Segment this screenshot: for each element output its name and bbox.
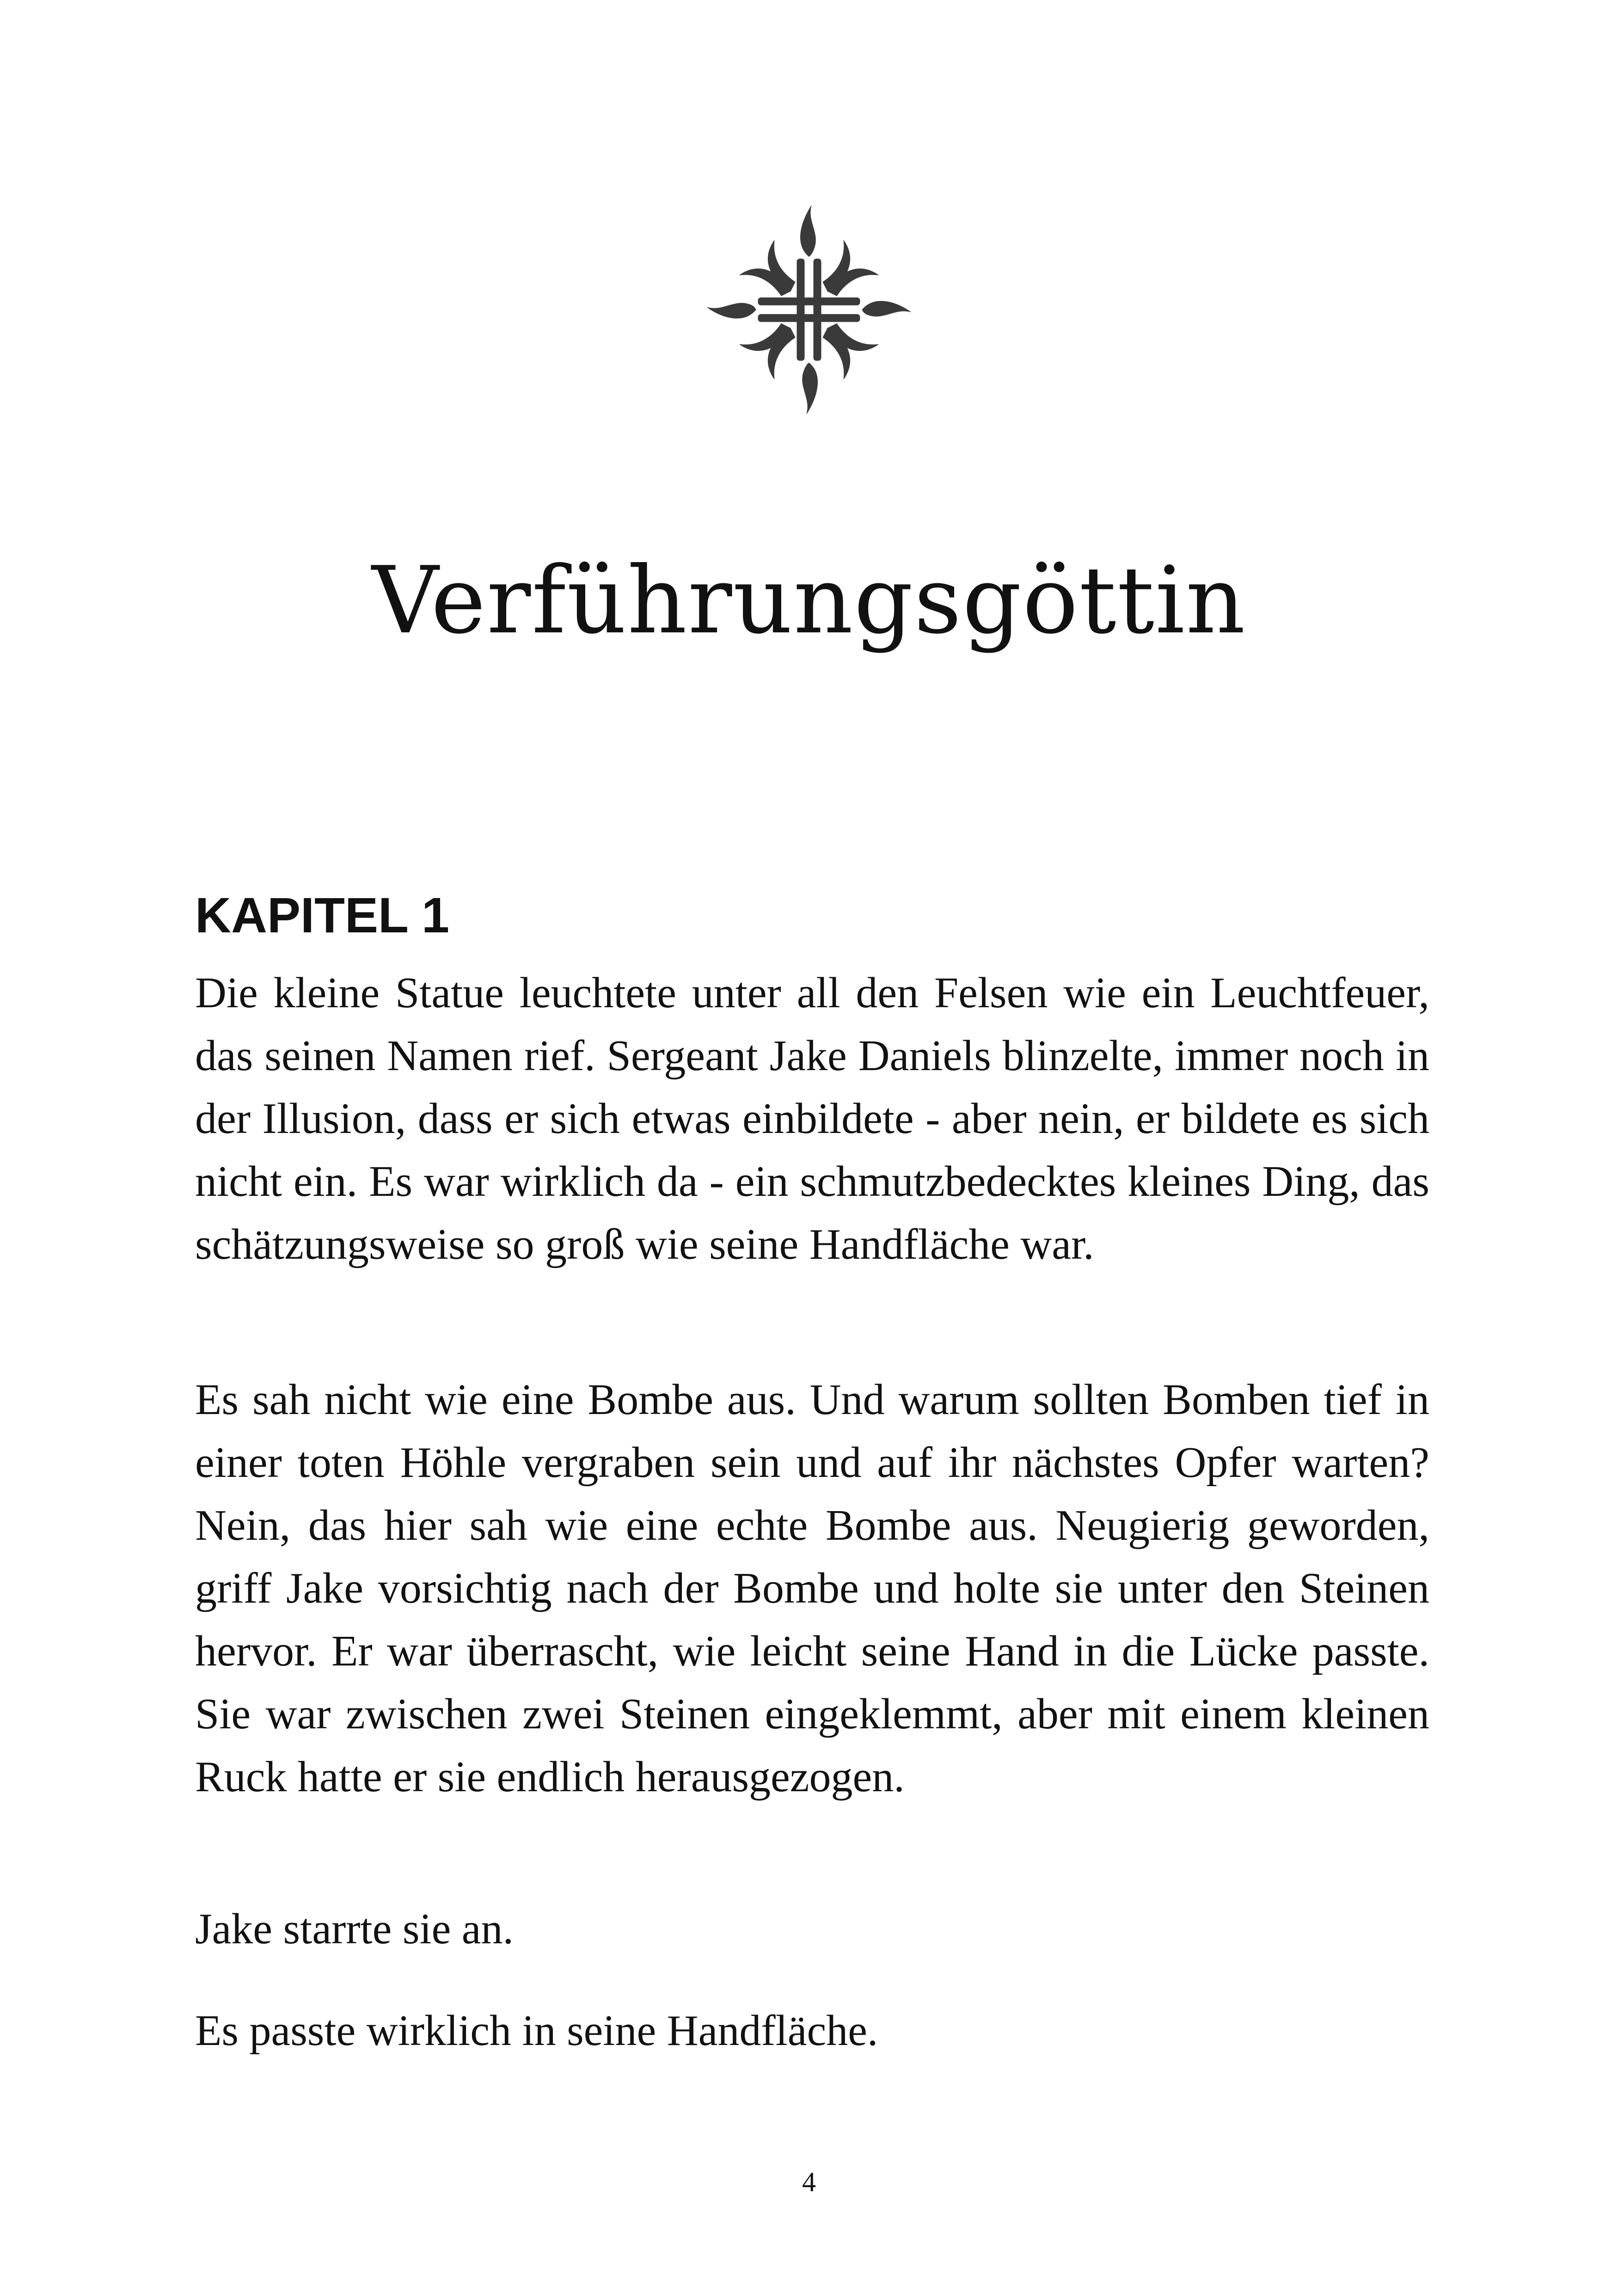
floral-cross-ornament-icon: [707, 203, 911, 416]
chapter-paragraph-3: Jake starrte sie an.: [195, 1905, 514, 1953]
chapter-paragraph-4: Es passte wirklich in seine Handfläche.: [195, 2007, 878, 2055]
page-number: 4: [802, 2167, 816, 2197]
chapter-heading: KAPITEL 1: [195, 887, 450, 943]
chapter-paragraph-2: Es sah nicht wie eine Bombe aus. Und warum sollten Bomben tief in einer toten Höhle vergraben sein und auf ihr nächstes Opfer warten? Nein, das hier sah wie eine echte Bombe aus. Neugierig geworden, griff Jake vorsichtig nach der Bombe und holte sie unter den Steinen hervor. Er war überrascht, wie leicht seine Hand in die Lücke passte. Sie war zwischen zwei Steinen eingeklemmt, aber mit einem kleinen Ruck hatte er sie endlich herausgezogen.: [195, 1376, 1429, 1801]
book-title: Verführungsgöttin: [372, 547, 1246, 655]
chapter-paragraph-1: Die kleine Statue leuchtete unter all den Felsen wie ein Leuchtfeuer, das seinen Namen rief. Sergeant Jake Daniels blinzelte, immer noch in der Illusion, dass er sich etwas einbildete - aber nein, er bildete es sich nicht ein. Es war wirklich da - ein schmutzbedecktes kleines Ding, das schätzungsweise so groß wie seine Handfläche war.: [195, 969, 1429, 1268]
